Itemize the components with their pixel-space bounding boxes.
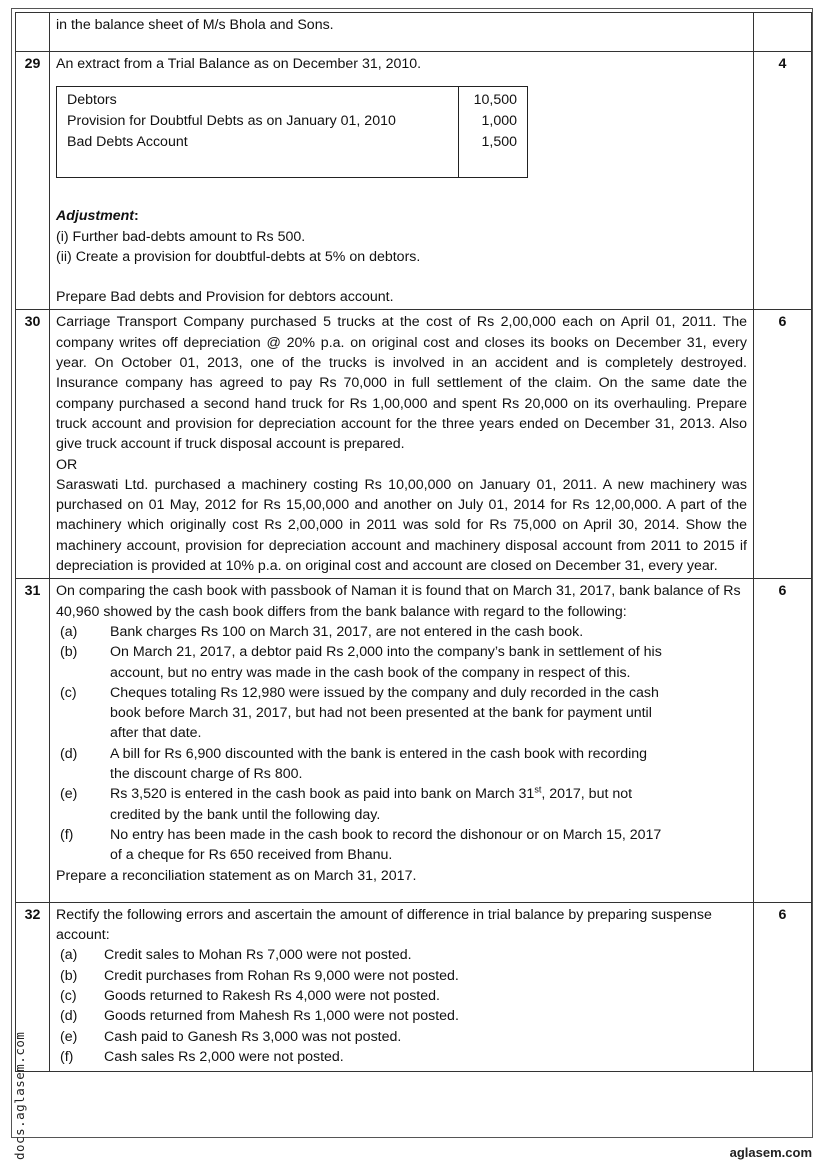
item-label: (a) bbox=[60, 947, 78, 964]
table-row bbox=[57, 87, 528, 178]
item-text: Credit purchases from Rohan Rs 9,000 were not posted. bbox=[104, 967, 459, 984]
table-row bbox=[16, 52, 812, 310]
item-label: (c) bbox=[60, 684, 77, 701]
spacer bbox=[56, 267, 747, 287]
list-item bbox=[56, 966, 747, 986]
account-label: Bad Debts Account bbox=[67, 134, 188, 151]
question-number: 32 bbox=[16, 902, 50, 1071]
item-text: Cash sales Rs 2,000 were not posted. bbox=[104, 1048, 344, 1065]
account-label: Debtors bbox=[67, 92, 117, 109]
list-item bbox=[56, 986, 747, 1006]
question-body bbox=[50, 310, 754, 579]
question-paragraph: Carriage Transport Company purchased 5 trucks at the cost of Rs 2,00,000 each on April 01, 2011. The company writes off depreciation @ 20% p.a. on original cost and closes its books on December 31, every year. On October 01, 2013, one of the trucks is involved in an accident and is completely destroyed. Insurance company has agreed to pay Rs 70,000 in full settlement of the claim. On the same date the company purchased a second hand truck for Rs 1,00,000 and spent Rs 20,000 on its overhauling. Prepare truck account and provision for depreciation account for the three years ended on December 31, 2013. Also give truck account if truck disposal account is prepared. bbox=[56, 314, 747, 453]
footer-link[interactable]: aglasem.com bbox=[729, 1145, 812, 1160]
item-text: No entry has been made in the cash book to record the dishonour or on March 15, 2017 of a cheque for Rs 650 received from Bhanu. bbox=[110, 826, 662, 864]
table-row bbox=[16, 902, 812, 1071]
list-item bbox=[56, 825, 747, 866]
adjustment-line: (i) Further bad-debts amount to Rs 500. bbox=[56, 228, 306, 245]
list-item bbox=[56, 683, 747, 744]
spacer bbox=[56, 186, 747, 206]
account-amount: 10,500 bbox=[473, 92, 517, 109]
table-row bbox=[16, 310, 812, 579]
item-label: (c) bbox=[60, 987, 77, 1004]
question-text: in the balance sheet of M/s Bhola and Sons. bbox=[56, 17, 334, 33]
item-label: (e) bbox=[60, 786, 78, 803]
account-amount: 1,000 bbox=[481, 113, 517, 130]
adjustment-heading: Adjustment: bbox=[56, 208, 139, 225]
item-text: Cash paid to Ganesh Rs 3,000 was not posted. bbox=[104, 1028, 402, 1045]
blank-row bbox=[67, 153, 448, 174]
item-text: Goods returned from Mahesh Rs 1,000 were not posted. bbox=[104, 1008, 459, 1025]
item-text: Bank charges Rs 100 on March 31, 2017, are not entered in the cash book. bbox=[110, 623, 584, 640]
question-body bbox=[50, 13, 754, 52]
marks: 4 bbox=[754, 52, 812, 310]
question-body bbox=[50, 579, 754, 902]
item-text: Cheques totaling Rs 12,980 were issued by the company and duly recorded in the cash book before March 31, 2017, but had not been presented at the bank for payment until after that date. bbox=[110, 684, 659, 742]
item-text: Credit sales to Mohan Rs 7,000 were not posted. bbox=[104, 947, 412, 964]
marks: 6 bbox=[754, 579, 812, 902]
table-row bbox=[16, 13, 812, 52]
question-number: 29 bbox=[16, 52, 50, 310]
list-item bbox=[56, 784, 747, 825]
question-body bbox=[50, 902, 754, 1071]
item-text: Goods returned to Rakesh Rs 4,000 were not posted. bbox=[104, 987, 440, 1004]
list-item bbox=[56, 1047, 747, 1067]
amount-column bbox=[459, 87, 528, 178]
label-column bbox=[57, 87, 459, 178]
trial-balance-table bbox=[56, 86, 528, 178]
item-label: (e) bbox=[60, 1028, 78, 1045]
item-label: (d) bbox=[60, 1008, 78, 1025]
account-amount: 1,500 bbox=[481, 134, 517, 151]
question-intro: An extract from a Trial Balance as on December 31, 2010. bbox=[56, 56, 422, 72]
list-item bbox=[56, 744, 747, 785]
marks: 6 bbox=[754, 310, 812, 579]
question-intro: On comparing the cash book with passbook of Naman it is found that on March 31, 2017, bank balance of Rs 40,960 showed by the cash book differs from the bank balance with regard to the following: bbox=[56, 583, 741, 620]
watermark bbox=[13, 1000, 29, 1160]
question-intro: Rectify the following errors and ascertain the amount of difference in trial balance by preparing suspense account: bbox=[56, 906, 712, 944]
item-label: (f) bbox=[60, 1048, 74, 1065]
list-item bbox=[56, 622, 747, 642]
question-number: 31 bbox=[16, 579, 50, 902]
question-instruction: Prepare a reconciliation statement as on March 31, 2017. bbox=[56, 867, 417, 884]
marks bbox=[754, 13, 812, 52]
item-list bbox=[56, 622, 747, 866]
item-label: (f) bbox=[60, 826, 74, 843]
question-table bbox=[15, 12, 812, 1072]
list-item bbox=[56, 945, 747, 965]
item-label: (a) bbox=[60, 623, 78, 640]
watermark-text: docs.aglasem.com bbox=[12, 1031, 27, 1160]
item-label: (b) bbox=[60, 644, 78, 661]
item-text: On March 21, 2017, a debtor paid Rs 2,000 into the company’s bank in settlement of his account, but no entry was made in the cash book of the company in respect of this. bbox=[110, 644, 662, 681]
or-separator: OR bbox=[56, 456, 78, 473]
list-item bbox=[56, 642, 747, 683]
question-paragraph: Saraswati Ltd. purchased a machinery costing Rs 10,00,000 on January 01, 2011. A new machinery was purchased on 01 May, 2012 for Rs 15,00,000 and another on July 01, 2014 for Rs 12,00,000. A part of the machinery which originally cost Rs 2,00,000 in 2011 was sold for Rs 75,000 on April 30, 2014. Show the machinery account, provision for depreciation account and machinery disposal account from 2011 to 2015 if depreciation is provided at 10% p.a. on original cost and account are closed on December 31, every year. bbox=[56, 476, 747, 575]
list-item bbox=[56, 1006, 747, 1026]
item-list bbox=[56, 945, 747, 1067]
list-item bbox=[56, 1027, 747, 1047]
table-row bbox=[16, 579, 812, 902]
item-text: A bill for Rs 6,900 discounted with the bank is entered in the cash book with recording the discount charge of Rs 800. bbox=[110, 745, 648, 783]
account-label: Provision for Doubtful Debts as on January 01, 2010 bbox=[67, 113, 396, 130]
adjustment-line: (ii) Create a provision for doubtful-debts at 5% on debtors. bbox=[56, 248, 421, 265]
question-number bbox=[16, 13, 50, 52]
item-label: (d) bbox=[60, 745, 78, 762]
marks: 6 bbox=[754, 902, 812, 1071]
question-instruction: Prepare Bad debts and Provision for debtors account. bbox=[56, 289, 394, 306]
item-label: (b) bbox=[60, 967, 78, 984]
question-number: 30 bbox=[16, 310, 50, 579]
question-body bbox=[50, 52, 754, 310]
item-text: Rs 3,520 is entered in the cash book as paid into bank on March 31st, 2017, but not credited by the bank until the following day. bbox=[110, 784, 633, 823]
